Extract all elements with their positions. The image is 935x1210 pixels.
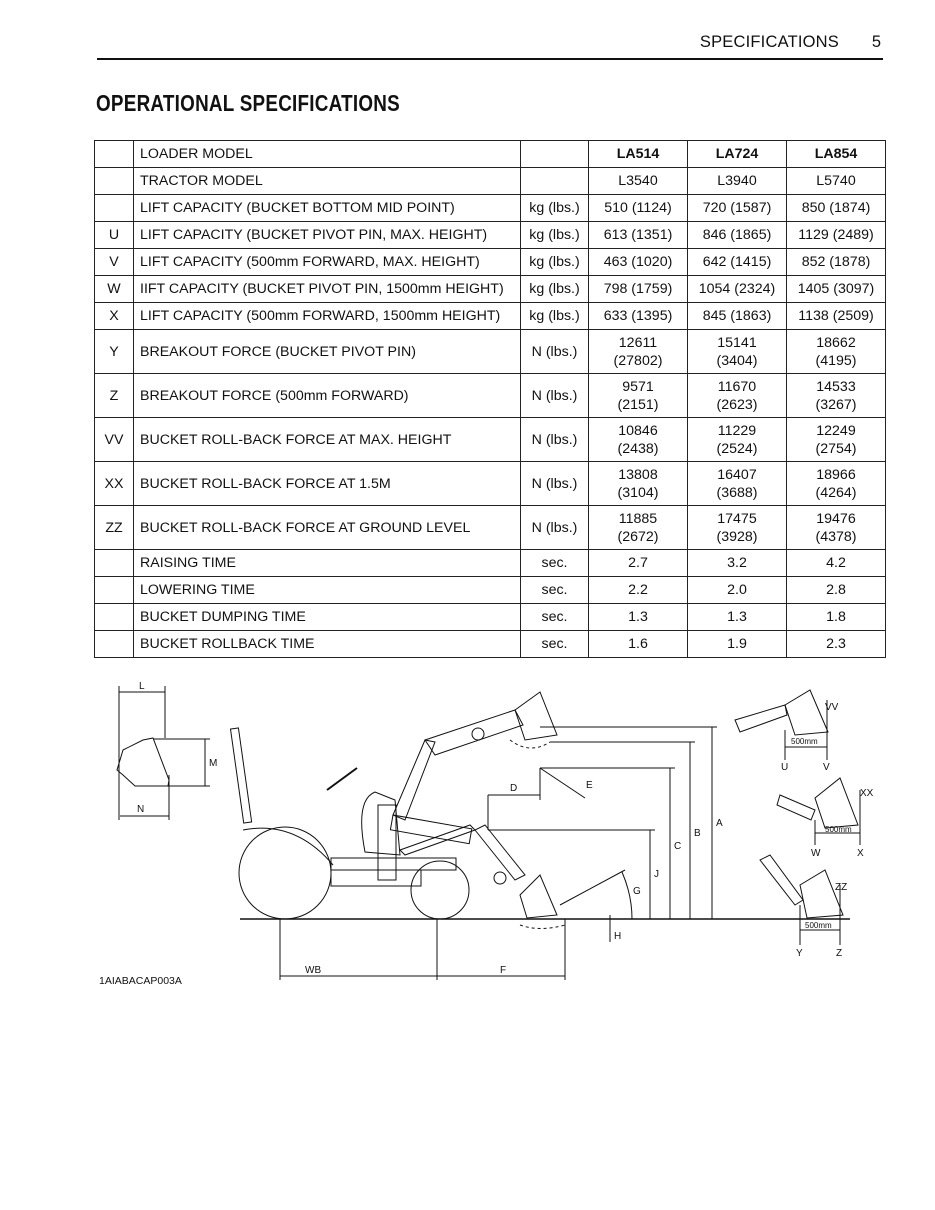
value-metric: 12249 <box>816 422 856 439</box>
table-row <box>95 631 886 658</box>
row-value <box>688 330 787 374</box>
svg-text:F: F <box>500 965 507 976</box>
value-imperial: (2438) <box>617 440 659 457</box>
row-code: VV <box>95 418 134 462</box>
row-description: BREAKOUT FORCE (500mm FORWARD) <box>134 374 521 418</box>
row-value: 510 (1124) <box>589 195 688 222</box>
row-unit: sec. <box>521 550 589 577</box>
row-code <box>95 168 134 195</box>
row-description: BUCKET ROLL-BACK FORCE AT 1.5M <box>134 462 521 506</box>
row-description: BUCKET ROLL-BACK FORCE AT MAX. HEIGHT <box>134 418 521 462</box>
table-row <box>95 249 886 276</box>
row-unit: N (lbs.) <box>521 418 589 462</box>
table-row <box>95 577 886 604</box>
svg-text:Y: Y <box>796 948 803 959</box>
row-description: BUCKET DUMPING TIME <box>134 604 521 631</box>
table-row <box>95 222 886 249</box>
row-value: 2.7 <box>589 550 688 577</box>
row-description: LOADER MODEL <box>134 141 521 168</box>
svg-text:500mm: 500mm <box>791 737 818 746</box>
value-metric: 13808 <box>618 466 658 483</box>
row-value: L3940 <box>688 168 787 195</box>
row-value: 1.3 <box>589 604 688 631</box>
svg-text:H: H <box>614 931 622 942</box>
svg-text:V: V <box>823 762 830 773</box>
row-code: V <box>95 249 134 276</box>
svg-text:WB: WB <box>305 965 322 976</box>
value-imperial: (3688) <box>716 484 758 501</box>
value-imperial: (2672) <box>617 528 659 545</box>
value-metric: 15141 <box>717 334 757 351</box>
row-value <box>688 462 787 506</box>
table-row <box>95 418 886 462</box>
value-imperial: (2623) <box>716 396 758 413</box>
svg-text:J: J <box>654 869 659 880</box>
value-metric: 12611 <box>618 334 658 351</box>
row-value: 3.2 <box>688 550 787 577</box>
value-imperial: (2754) <box>815 440 857 457</box>
svg-text:ZZ: ZZ <box>835 882 848 893</box>
svg-text:A: A <box>716 818 723 829</box>
value-metric: 10846 <box>618 422 658 439</box>
row-description: BREAKOUT FORCE (BUCKET PIVOT PIN) <box>134 330 521 374</box>
row-unit: kg (lbs.) <box>521 195 589 222</box>
row-code: Y <box>95 330 134 374</box>
row-description: LIFT CAPACITY (BUCKET BOTTOM MID POINT) <box>134 195 521 222</box>
row-value: 850 (1874) <box>787 195 886 222</box>
svg-text:D: D <box>510 783 518 794</box>
row-value: 2.8 <box>787 577 886 604</box>
table-row <box>95 141 886 168</box>
row-code: Z <box>95 374 134 418</box>
value-imperial: (3404) <box>716 352 758 369</box>
svg-text:B: B <box>694 828 701 839</box>
row-unit: kg (lbs.) <box>521 222 589 249</box>
row-unit <box>521 168 589 195</box>
tractor-drawing <box>230 728 475 919</box>
loader-model-header: LA514 <box>589 141 688 168</box>
row-value: L5740 <box>787 168 886 195</box>
loader-model-header: LA724 <box>688 141 787 168</box>
loader-arm-drawing <box>393 692 565 929</box>
row-value: 1138 (2509) <box>787 303 886 330</box>
table-row <box>95 330 886 374</box>
row-description: LIFT CAPACITY (500mm FORWARD, 1500mm HEIGHT) <box>134 303 521 330</box>
value-imperial: (4195) <box>815 352 857 369</box>
row-unit: N (lbs.) <box>521 462 589 506</box>
row-value: 4.2 <box>787 550 886 577</box>
page-number: 5 <box>871 33 881 51</box>
row-value <box>787 418 886 462</box>
row-value <box>589 330 688 374</box>
row-description: RAISING TIME <box>134 550 521 577</box>
row-value: 1.6 <box>589 631 688 658</box>
table-row <box>95 168 886 195</box>
row-value: 1129 (2489) <box>787 222 886 249</box>
row-value: 1054 (2324) <box>688 276 787 303</box>
specifications-table <box>94 140 886 658</box>
value-metric: 17475 <box>717 510 757 527</box>
value-imperial: (3104) <box>617 484 659 501</box>
table-row <box>95 462 886 506</box>
row-value <box>688 374 787 418</box>
row-value: 798 (1759) <box>589 276 688 303</box>
row-value: 1.9 <box>688 631 787 658</box>
svg-text:G: G <box>633 886 641 897</box>
value-imperial: (2151) <box>617 396 659 413</box>
row-code <box>95 604 134 631</box>
row-value: 846 (1865) <box>688 222 787 249</box>
row-code: X <box>95 303 134 330</box>
value-metric: 18662 <box>816 334 856 351</box>
row-value: L3540 <box>589 168 688 195</box>
svg-text:500mm: 500mm <box>805 921 832 930</box>
figure-caption: 1AIABACAP003A <box>99 975 182 987</box>
table-row <box>95 550 886 577</box>
svg-text:N: N <box>137 804 145 815</box>
row-description: LOWERING TIME <box>134 577 521 604</box>
svg-text:XX: XX <box>860 788 874 799</box>
page-title: OPERATIONAL SPECIFICATIONS <box>96 90 400 116</box>
row-unit: N (lbs.) <box>521 506 589 550</box>
row-value <box>589 462 688 506</box>
svg-text:Z: Z <box>836 948 843 959</box>
value-metric: 14533 <box>816 378 856 395</box>
row-code: ZZ <box>95 506 134 550</box>
row-unit: kg (lbs.) <box>521 276 589 303</box>
row-description: BUCKET ROLL-BACK FORCE AT GROUND LEVEL <box>134 506 521 550</box>
page-header <box>97 30 883 60</box>
value-metric: 16407 <box>717 466 757 483</box>
row-value: 2.0 <box>688 577 787 604</box>
row-value: 633 (1395) <box>589 303 688 330</box>
row-code <box>95 195 134 222</box>
svg-text:M: M <box>209 758 218 769</box>
value-imperial: (4264) <box>815 484 857 501</box>
row-description: TRACTOR MODEL <box>134 168 521 195</box>
svg-text:W: W <box>811 848 821 859</box>
row-value: 845 (1863) <box>688 303 787 330</box>
svg-text:U: U <box>781 762 789 773</box>
row-value: 613 (1351) <box>589 222 688 249</box>
value-imperial: (4378) <box>815 528 857 545</box>
row-unit: kg (lbs.) <box>521 303 589 330</box>
table-row <box>95 374 886 418</box>
dimension-lines <box>280 727 723 980</box>
value-metric: 11670 <box>717 378 757 395</box>
row-value: 2.2 <box>589 577 688 604</box>
row-value <box>589 418 688 462</box>
row-unit: N (lbs.) <box>521 330 589 374</box>
loader-model-header: LA854 <box>787 141 886 168</box>
value-metric: 18966 <box>816 466 856 483</box>
table-row <box>95 604 886 631</box>
row-unit: N (lbs.) <box>521 374 589 418</box>
row-description: IIFT CAPACITY (BUCKET PIVOT PIN, 1500mm HEIGHT) <box>134 276 521 303</box>
row-unit: sec. <box>521 604 589 631</box>
row-code <box>95 550 134 577</box>
table-row <box>95 276 886 303</box>
svg-text:VV: VV <box>825 702 839 713</box>
row-value: 463 (1020) <box>589 249 688 276</box>
bucket-detail-drawing <box>117 681 217 820</box>
row-code <box>95 577 134 604</box>
row-value <box>787 374 886 418</box>
section-title: SPECIFICATIONS <box>699 33 839 51</box>
row-unit: sec. <box>521 631 589 658</box>
value-imperial: (3267) <box>815 396 857 413</box>
row-value: 2.3 <box>787 631 886 658</box>
row-value <box>589 506 688 550</box>
row-value: 1.8 <box>787 604 886 631</box>
row-unit: kg (lbs.) <box>521 249 589 276</box>
row-value <box>787 330 886 374</box>
table-row <box>95 303 886 330</box>
row-value: 1405 (3097) <box>787 276 886 303</box>
row-value: 852 (1878) <box>787 249 886 276</box>
value-imperial: (3928) <box>716 528 758 545</box>
row-value <box>589 374 688 418</box>
value-imperial: (2524) <box>716 440 758 457</box>
row-description: LIFT CAPACITY (BUCKET PIVOT PIN, MAX. HEIGHT) <box>134 222 521 249</box>
value-metric: 19476 <box>816 510 856 527</box>
svg-text:500mm: 500mm <box>825 825 852 834</box>
row-description: LIFT CAPACITY (500mm FORWARD, MAX. HEIGHT) <box>134 249 521 276</box>
value-metric: 11229 <box>717 422 757 439</box>
row-code <box>95 141 134 168</box>
row-value: 642 (1415) <box>688 249 787 276</box>
row-code: XX <box>95 462 134 506</box>
svg-text:C: C <box>674 841 682 852</box>
row-code: W <box>95 276 134 303</box>
value-metric: 9571 <box>622 378 654 395</box>
row-code: U <box>95 222 134 249</box>
loader-dimension-diagram <box>95 680 895 980</box>
row-value <box>787 462 886 506</box>
row-value <box>787 506 886 550</box>
svg-text:E: E <box>586 780 593 791</box>
row-description: BUCKET ROLLBACK TIME <box>134 631 521 658</box>
label-L: L <box>139 681 145 692</box>
value-metric: 11885 <box>618 510 658 527</box>
row-value: 720 (1587) <box>688 195 787 222</box>
row-unit: sec. <box>521 577 589 604</box>
table-row <box>95 195 886 222</box>
row-value <box>688 418 787 462</box>
row-value <box>688 506 787 550</box>
row-code <box>95 631 134 658</box>
row-unit <box>521 141 589 168</box>
value-imperial: (27802) <box>613 352 663 369</box>
table-row <box>95 506 886 550</box>
svg-text:X: X <box>857 848 864 859</box>
row-value: 1.3 <box>688 604 787 631</box>
